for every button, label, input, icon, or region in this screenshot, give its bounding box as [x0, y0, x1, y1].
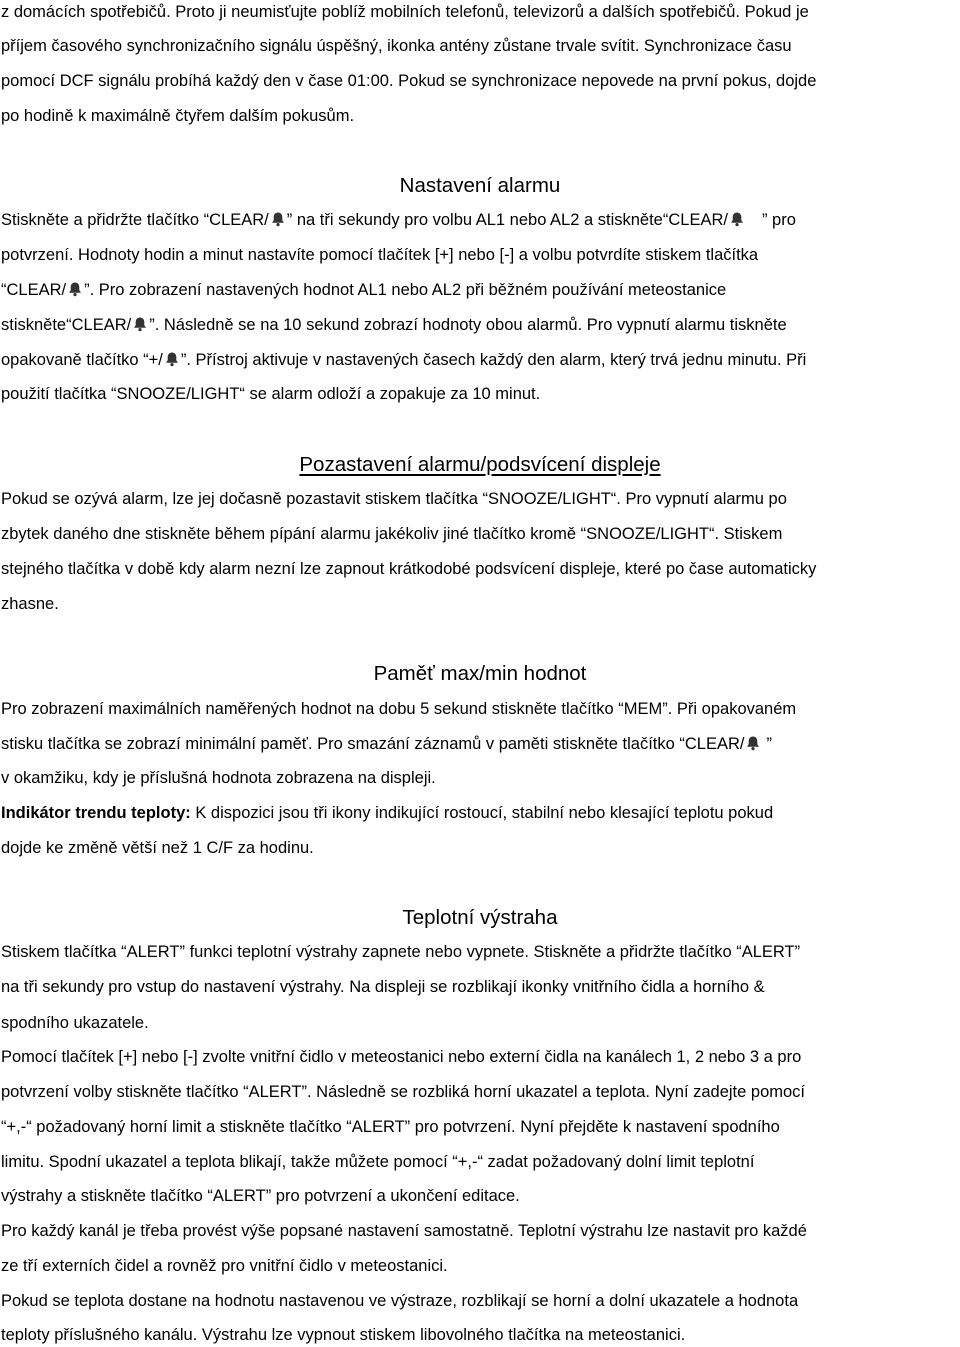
alarm-line: “CLEAR/ ”. Pro zobrazení nastavených hodnot AL1 nebo AL2 při běžném používání meteostanice — [1, 281, 727, 299]
snooze-line: Pokud se ozývá alarm, lze jej dočasně pozastavit stiskem tlačítka “SNOOZE/LIGHT“. Pro vypnutí alarmu po — [1, 490, 787, 508]
memory-line: stisku tlačítka se zobrazí minimální paměť. Pro smazání záznamů v paměti stiskněte tlačítko “CLEAR/ ” — [1, 735, 772, 753]
memory-line: dojde ke změně větší než 1 C/F za hodinu. — [1, 839, 314, 857]
warning-line: potvrzení volby stiskněte tlačítko “ALERT”. Následně se rozbliká horní ukazatel a teplota. Nyní zadejte pomocí — [1, 1083, 806, 1101]
alarm-bell-icon — [67, 281, 83, 297]
intro-line: pomocí DCF signálu probíhá každý den v čase 01:00. Pokud se synchronizace nepovede na první pokus, dojde — [1, 72, 817, 90]
snooze-line: zhasne. — [1, 595, 59, 613]
warning-line: výstrahy a stiskněte tlačítko “ALERT” pro potvrzení a ukončení editace. — [1, 1187, 520, 1205]
warning-line: Stiskem tlačítka “ALERT” funkci teplotní výstrahy zapnete nebo vypnete. Stiskněte a přidržte tlačítko “ALERT” — [1, 943, 801, 961]
alarm-line: stiskněte“CLEAR/ ”. Následně se na 10 sekund zobrazí hodnoty obou alarmů. Pro vypnutí alarmu tiskněte — [1, 316, 787, 334]
warning-line: Pomocí tlačítek [+] nebo [-] zvolte vnitřní čidlo v meteostanici nebo externí čidla na kanálech 1, 2 nebo 3 a pro — [1, 1048, 802, 1066]
alarm-heading: Nastavení alarmu — [399, 174, 561, 197]
warning-heading: Teplotní výstraha — [402, 906, 558, 929]
snooze-heading: Pozastavení alarmu/podsvícení displeje — [299, 453, 661, 476]
intro-line: po hodině k maximálně čtyřem dalším pokusům. — [1, 107, 355, 125]
intro-line: příjem časového synchronizačního signálu úspěšný, ikonka antény zůstane trvale svítit. Synchronizace času — [1, 37, 792, 55]
warning-line: ze tří externích čidel a rovněž pro vnitřní čidlo v meteostanici. — [1, 1257, 448, 1275]
intro-line: z domácích spotřebičů. Proto ji neumisťujte poblíž mobilních telefonů, televizorů a dalších spotřebičů. Pokud je — [1, 3, 809, 21]
warning-line: spodního ukazatele. — [1, 1014, 149, 1032]
alarm-line: opakovaně tlačítko “+/ ”. Přístroj aktivuje v nastavených časech každý den alarm, který trvá jednu minutu. Při — [1, 351, 807, 369]
alarm-line: použití tlačítka “SNOOZE/LIGHT“ se alarm odloží a zopakuje za 10 minut. — [1, 385, 541, 403]
alarm-line: potvrzení. Hodnoty hodin a minut nastavíte pomocí tlačítek [+] nebo [-] a volbu potvrdíte stiskem tlačítka — [1, 246, 759, 264]
memory-line: Indikátor trendu teploty: K dispozici jsou tři ikony indikující rostoucí, stabilní nebo klesající teplotu pokud — [1, 804, 774, 822]
memory-heading: Paměť max/min hodnot — [373, 662, 587, 685]
warning-line: Pro každý kanál je třeba provést výše popsané nastavení samostatně. Teplotní výstrahu lze nastavit pro každé — [1, 1222, 807, 1240]
alarm-line: Stiskněte a přidržte tlačítko “CLEAR/ ” na tři sekundy pro volbu AL1 nebo AL2 a stiskněte“CLEAR/ ” pro — [1, 211, 796, 229]
memory-line: v okamžiku, kdy je příslušná hodnota zobrazena na displeji. — [1, 769, 436, 787]
alarm-bell-icon — [164, 351, 180, 367]
alarm-bell-icon — [132, 316, 148, 332]
warning-line: na tři sekundy pro vstup do nastavení výstrahy. Na displeji se rozblikají ikonky vnitřního čidla a horního & — [1, 978, 765, 996]
alarm-bell-icon — [270, 211, 286, 227]
warning-line: “+,-“ požadovaný horní limit a stiskněte tlačítko “ALERT” pro potvrzení. Nyní přejděte k nastavení spodního — [1, 1118, 780, 1136]
alarm-bell-icon — [745, 735, 761, 751]
warning-line: limitu. Spodní ukazatel a teplota blikají, takže můžete pomocí “+,-“ zadat požadovaný dolní limit teplotní — [1, 1153, 755, 1171]
alarm-bell-icon — [729, 211, 745, 227]
warning-line: teploty příslušného kanálu. Výstrahu lze vypnout stiskem libovolného tlačítka na meteostanici. — [1, 1326, 686, 1344]
memory-line: Pro zobrazení maximálních naměřených hodnot na dobu 5 sekund stiskněte tlačítko “MEM”. Při opakovaném — [1, 700, 797, 718]
trend-label: Indikátor trendu teploty: — [1, 804, 191, 822]
warning-line: Pokud se teplota dostane na hodnotu nastavenou ve výstraze, rozblikají se horní a dolní ukazatele a hodnota — [1, 1292, 799, 1310]
snooze-line: stejného tlačítka v době kdy alarm nezní lze zapnout krátkodobé podsvícení displeje, které po čase automaticky — [1, 560, 817, 578]
snooze-line: zbytek daného dne stiskněte během pípání alarmu jakékoliv jiné tlačítko kromě “SNOOZE/LIGHT“. Stiskem — [1, 525, 783, 543]
